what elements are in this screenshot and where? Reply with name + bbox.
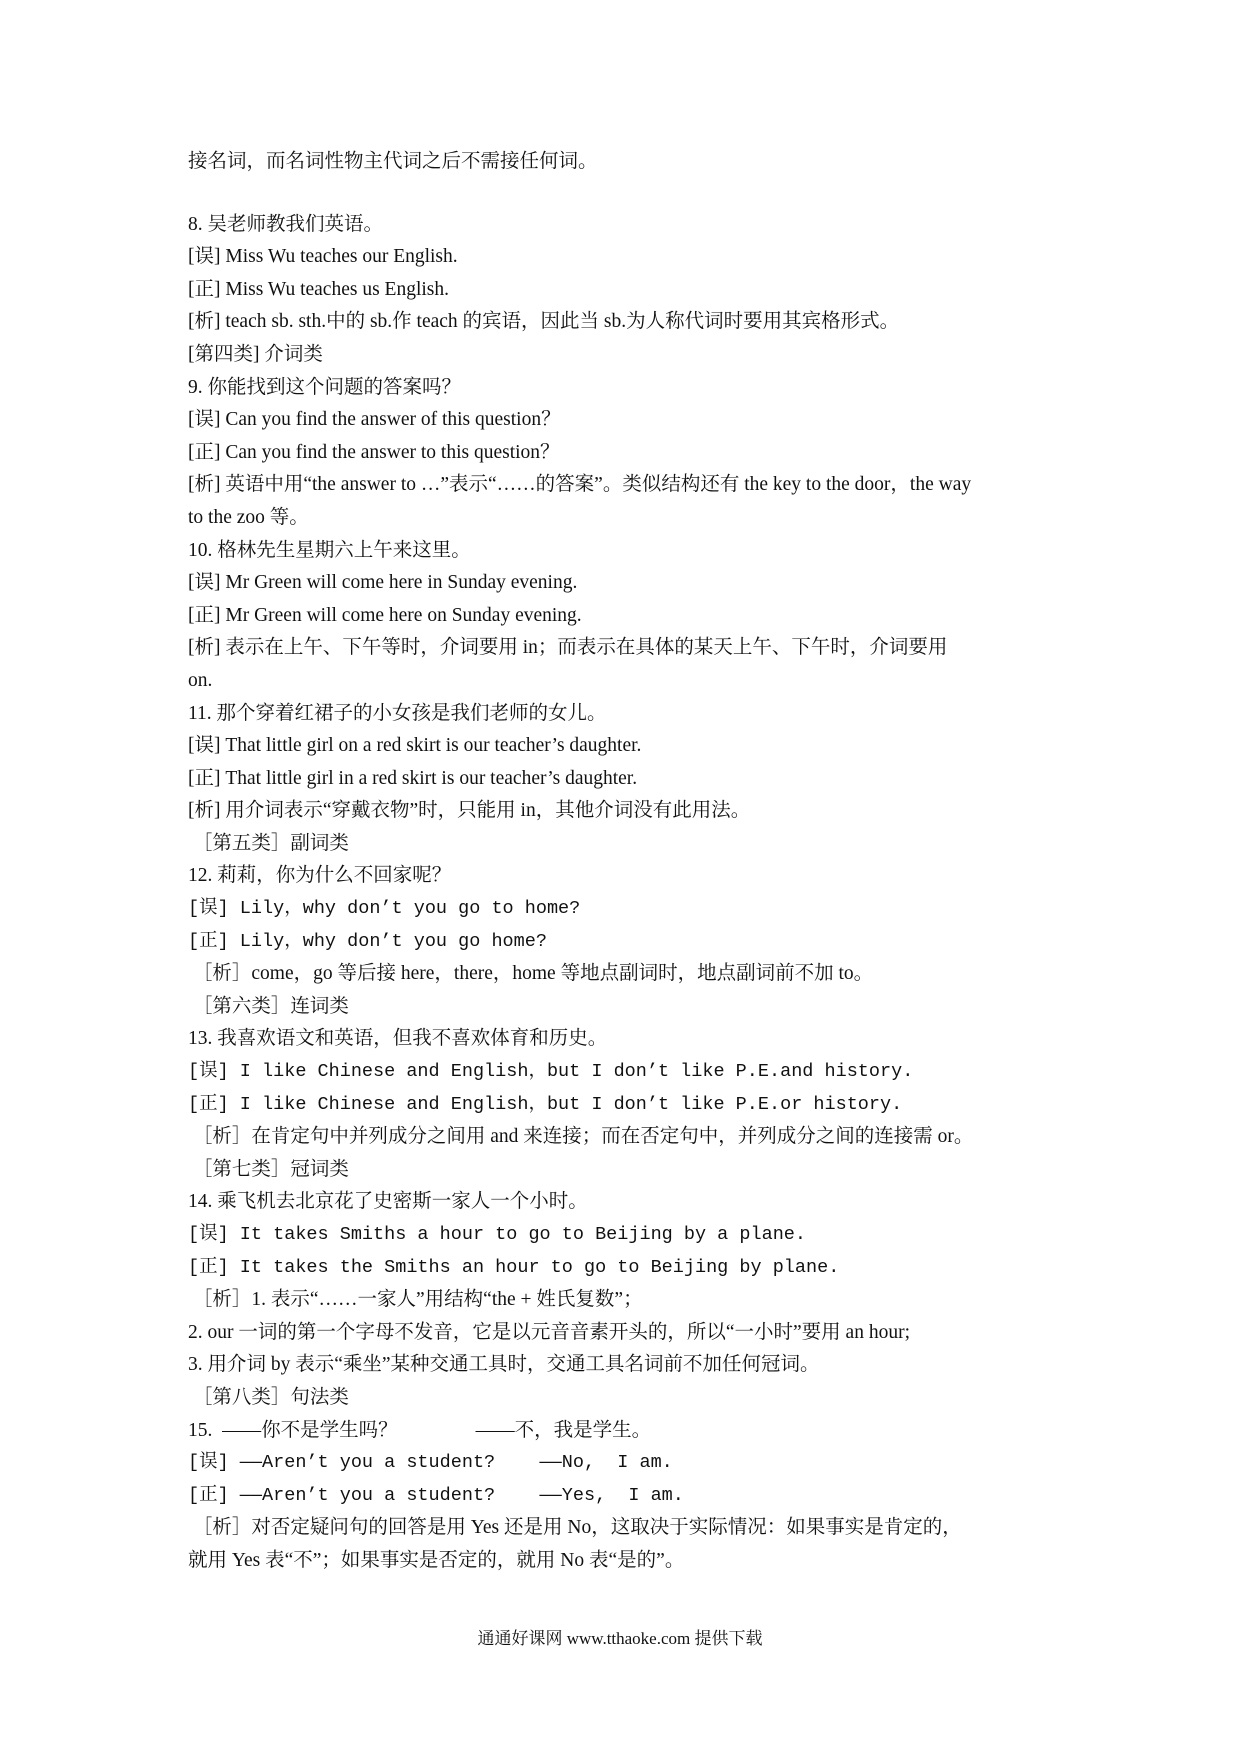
- analysis: [析] 英语中用“the answer to …”表示“……的答案”。类似结构还有 the key to the door，the way: [188, 474, 972, 496]
- analysis: ［析］come，go 等后接 here，there，home 等地点副词时，地点副词前不加 to。: [188, 963, 874, 985]
- analysis: ［析］在肯定句中并列成分之间用 and 来连接；而在否定句中，并列成分之间的连接需 or。: [188, 1126, 974, 1148]
- question-9: 9. 你能找到这个问题的答案吗？: [188, 376, 462, 398]
- wrong-example: [误] Lily，why don’t you go to home?: [188, 898, 581, 920]
- correct-example: [正] Miss Wu teaches us English.: [188, 278, 449, 300]
- question-10: 10. 格林先生星期六上午来这里。: [188, 539, 471, 561]
- wrong-example: [误] I like Chinese and English，but I don’t like P.E.and history.: [188, 1061, 914, 1083]
- question-12: 12. 莉莉，你为什么不回家呢？: [188, 865, 452, 887]
- wrong-example: [误] It takes Smiths a hour to go to Beijing by a plane.: [188, 1224, 806, 1245]
- category-heading: ［第五类］副词类: [188, 832, 349, 854]
- wrong-example: [误] Mr Green will come here in Sunday evening.: [188, 572, 578, 594]
- page-footer: 通通好课网 www.tthaoke.com 提供下载: [477, 1629, 763, 1648]
- analysis-continued: on.: [188, 669, 213, 691]
- correct-example: [正] That little girl in a red skirt is our teacher’s daughter.: [188, 767, 638, 789]
- analysis-point-3: 3. 用介词 by 表示“乘坐”某种交通工具时，交通工具名词前不加任何冠词。: [188, 1354, 820, 1376]
- question-14: 14. 乘飞机去北京花了史密斯一家人一个小时。: [188, 1191, 588, 1213]
- question-11: 11. 那个穿着红裙子的小女孩是我们老师的女儿。: [188, 702, 607, 724]
- document-body: [188, 146, 1068, 1578]
- correct-example: [正] Mr Green will come here on Sunday evening.: [188, 604, 582, 626]
- wrong-example: [误] That little girl on a red skirt is our teacher’s daughter.: [188, 735, 642, 757]
- text-line: 接名词，而名词性物主代词之后不需接任何词。: [188, 151, 598, 172]
- correct-example: [正] It takes the Smiths an hour to go to Beijing by plane.: [188, 1256, 840, 1278]
- analysis: ［析］1. 表示“……一家人”用结构“the + 姓氏复数”；: [188, 1289, 643, 1311]
- analysis-continued: to the zoo 等。: [188, 506, 309, 528]
- correct-example: [正] ——Aren’t you a student? ——Yes, I am.: [188, 1484, 684, 1506]
- category-heading: ［第七类］冠词类: [188, 1158, 349, 1180]
- analysis-continued: 就用 Yes 表“不”；如果事实是否定的，就用 No 表“是的”。: [188, 1549, 685, 1571]
- analysis: [析] teach sb. sth.中的 sb.作 teach 的宾语，因此当 sb.为人称代词时要用其宾格形式。: [188, 311, 900, 333]
- question-15: 15. ——你不是学生吗？ ——不，我是学生。: [188, 1419, 652, 1441]
- question-8: 8. 吴老师教我们英语。: [188, 213, 384, 235]
- wrong-example: [误] Miss Wu teaches our English.: [188, 246, 458, 268]
- paragraph-gap: [188, 179, 1068, 209]
- correct-example: [正] I like Chinese and English，but I don’t like P.E.or history.: [188, 1093, 903, 1115]
- analysis-point-2: 2. our 一词的第一个字母不发音，它是以元音音素开头的，所以“一小时”要用 an hour;: [188, 1321, 910, 1343]
- category-heading: [第四类] 介词类: [188, 343, 323, 365]
- analysis: ［析］对否定疑问句的回答是用 Yes 还是用 No，这取决于实际情况：如果事实是肯定的，: [188, 1517, 962, 1539]
- question-13: 13. 我喜欢语文和英语，但我不喜欢体育和历史。: [188, 1028, 608, 1050]
- wrong-example: [误] Can you find the answer of this question？: [188, 409, 561, 431]
- category-heading: ［第八类］句法类: [188, 1386, 349, 1408]
- correct-example: [正] Can you find the answer to this question？: [188, 441, 560, 463]
- analysis: [析] 表示在上午、下午等时，介词要用 in；而表示在具体的某天上午、下午时，介词要用: [188, 637, 948, 659]
- analysis: [析] 用介词表示“穿戴衣物”时，只能用 in，其他介词没有此用法。: [188, 800, 751, 822]
- wrong-example: [误] ——Aren’t you a student? ——No, I am.: [188, 1452, 673, 1474]
- category-heading: ［第六类］连词类: [188, 995, 349, 1017]
- correct-example: [正] Lily，why don’t you go home?: [188, 930, 547, 952]
